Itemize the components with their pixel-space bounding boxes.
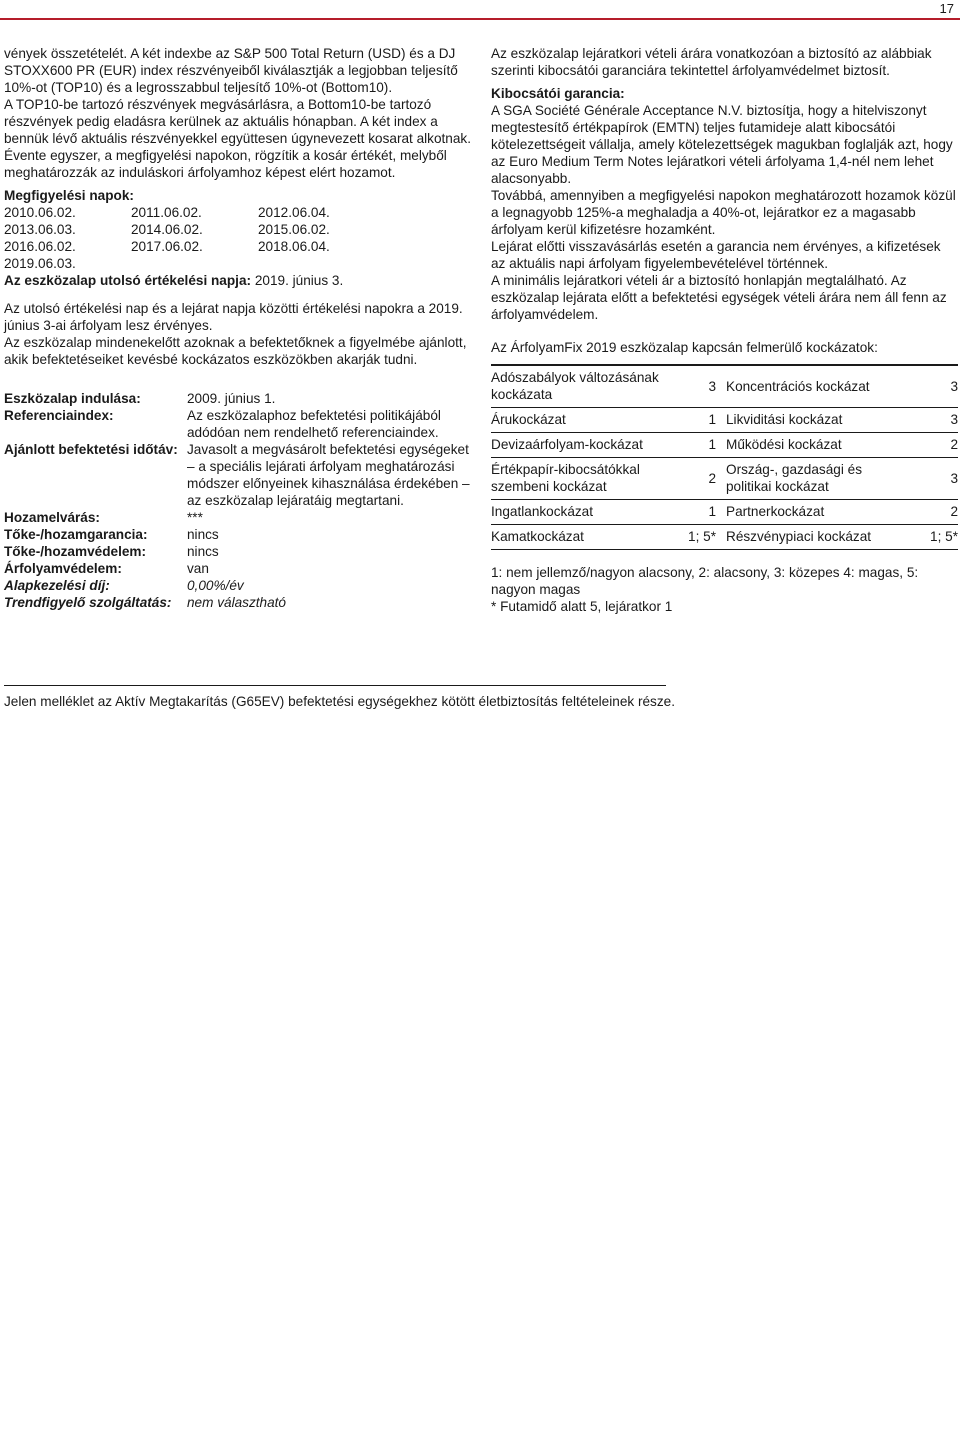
fact-label: Referenciaindex: bbox=[4, 408, 114, 423]
observation-date: 2017.06.02. bbox=[131, 239, 203, 254]
guarantee-paragraph: A minimális lejáratkori vételi ár a biztosító honlapján megtalálható. Az eszközalap lejárata előtt a befektetési egységek vételi árára nem áll fenn az árfolyamvédelem. bbox=[491, 273, 947, 322]
observation-heading: Megfigyelési napok: bbox=[4, 188, 134, 203]
risk-name: Partnerkockázat bbox=[726, 500, 911, 525]
fact-value: nincs bbox=[187, 544, 219, 559]
risk-name: Likviditási kockázat bbox=[726, 408, 911, 433]
risk-score: 2 bbox=[676, 458, 726, 500]
fact-label: Eszközalap indulása: bbox=[4, 391, 141, 406]
risk-name: Értékpapír-kibocsátókkal szembeni kockázat bbox=[491, 458, 676, 500]
table-row bbox=[491, 408, 958, 433]
fact-value: 2009. június 1. bbox=[187, 391, 276, 406]
protection-intro: Az eszközalap lejáratkori vételi árára vonatkozóan a biztosító az alábbiak szerinti kibocsátói garanciára tekintettel árfolyamvédelmet biztosít. bbox=[491, 46, 932, 78]
risk-score: 3 bbox=[676, 365, 726, 408]
fact-value: nincs bbox=[187, 527, 219, 542]
risk-name: Részvénypiaci kockázat bbox=[726, 525, 911, 550]
observation-date: 2010.06.02. bbox=[4, 205, 76, 220]
fact-value: nem választható bbox=[187, 595, 286, 610]
risk-name: Kamatkockázat bbox=[491, 525, 676, 550]
table-row bbox=[491, 365, 958, 408]
observation-date: 2015.06.02. bbox=[258, 222, 330, 237]
observation-dates bbox=[4, 204, 474, 272]
risk-score: 1 bbox=[676, 433, 726, 458]
observation-date: 2018.06.04. bbox=[258, 239, 330, 254]
risk-score: 3 bbox=[911, 365, 958, 408]
guarantee-heading: Kibocsátói garancia: bbox=[491, 86, 625, 101]
footer-note: Jelen melléklet az Aktív Megtakarítás (G65EV) befektetési egységekhez kötött életbiztosítás feltételeinek része. bbox=[4, 694, 675, 709]
observation-date: 2011.06.02. bbox=[131, 205, 202, 220]
table-row bbox=[491, 500, 958, 525]
header-divider bbox=[0, 18, 960, 20]
observation-date: 2012.06.04. bbox=[258, 205, 330, 220]
fact-value: Javasolt a megvásárolt befektetési egységeket – a speciális lejárati árfolyam meghatározási módszer előnyeinek kihasználása érdekében – az eszközalap lejáratáig megtartani. bbox=[187, 442, 470, 508]
page-number: 17 bbox=[939, 1, 954, 16]
recommendation-paragraph: Az eszközalap mindenekelőtt azoknak a befektetőknek a figyelmébe ajánlott, akik befektetéseiket kevésbé kockázatos eszközökben akarják tudni. bbox=[4, 335, 467, 367]
left-column bbox=[4, 45, 474, 611]
intro-paragraph-2: A TOP10-be tartozó részvények megvásárlásra, a Bottom10-be tartozó részvények pedig eladásra kerülnek az aktuális hónapban. A két index a bennük lévő aktuális részvényekkel együttesen úgynevezett kosarat alkotnak. Évente egyszer, a megfigyelési napokon, rögzítik a kosár értékét, melyből meghatározzák az induláskori árfolyamhoz képest elért hozamot. bbox=[4, 97, 471, 180]
fact-value: 0,00%/év bbox=[187, 578, 244, 593]
risk-name: Ország-, gazdasági és politikai kockázat bbox=[726, 458, 911, 500]
table-row bbox=[491, 433, 958, 458]
risk-footnote: * Futamidő alatt 5, lejáratkor 1 bbox=[491, 599, 673, 614]
fund-facts bbox=[4, 390, 474, 611]
guarantee-paragraph: Továbbá, amennyiben a megfigyelési napokon meghatározott hozamok közül a legnagyobb 125%-a meghaladja a 40%-ot, lejáratkor ez a magasabb árfolyam kerül kifizetésre hozamként. bbox=[491, 188, 956, 237]
risk-score: 2 bbox=[911, 500, 958, 525]
risk-name: Adószabályok változásának kockázata bbox=[491, 365, 676, 408]
risk-score: 3 bbox=[911, 458, 958, 500]
fact-value: van bbox=[187, 561, 209, 576]
table-row bbox=[491, 458, 958, 500]
observation-date: 2014.06.02. bbox=[131, 222, 203, 237]
intro-paragraph-1: vények összetételét. A két indexbe az S&P 500 Total Return (USD) és a DJ STOXX600 PR (EUR) index részvényeiből kiválasztják a legjobban teljesítő 10%-ot (TOP10) és a legrosszabbul teljesítő 10%-ot (Bottom10). bbox=[4, 46, 458, 95]
last-day-paragraph: Az utolsó értékelési nap és a lejárat napja közötti értékelési napokra a 2019. június 3-ai árfolyam lesz érvényes. bbox=[4, 301, 463, 333]
last-evaluation-day bbox=[4, 272, 474, 289]
risk-name: Működési kockázat bbox=[726, 433, 911, 458]
risk-score: 1; 5* bbox=[676, 525, 726, 550]
right-column bbox=[491, 45, 958, 615]
fact-label: Tőke-/hozamvédelem: bbox=[4, 544, 147, 559]
footer-divider bbox=[4, 685, 666, 686]
risk-score: 1; 5* bbox=[911, 525, 958, 550]
risk-score: 1 bbox=[676, 500, 726, 525]
risk-intro: Az ÁrfolyamFix 2019 eszközalap kapcsán felmerülő kockázatok: bbox=[491, 340, 878, 355]
risk-score: 1 bbox=[676, 408, 726, 433]
observation-date: 2016.06.02. bbox=[4, 239, 76, 254]
guarantee-paragraph: Lejárat előtti visszavásárlás esetén a garancia nem érvényes, a kifizetések az aktuális napi árfolyam figyelembevételével történnek. bbox=[491, 239, 941, 271]
table-row bbox=[491, 525, 958, 550]
risk-table bbox=[491, 364, 958, 550]
fact-label: Árfolyamvédelem: bbox=[4, 561, 122, 576]
risk-name: Devizaárfolyam-kockázat bbox=[491, 433, 676, 458]
guarantee-paragraph: A SGA Société Générale Acceptance N.V. biztosítja, hogy a hitelviszonyt megtestesítő értékpapírok (EMTN) teljes futamideje alatt kibocsátói kötelezettségeit vállalja, amely kötelezettségek magukban foglalják azt, hogy az Euro Medium Term Notes lejáratkori vételi árfolyama 1,4-nél nem lehet alacsonyabb. bbox=[491, 103, 953, 186]
risk-name: Ingatlankockázat bbox=[491, 500, 676, 525]
fact-label: Alapkezelési díj: bbox=[4, 578, 110, 593]
fact-value: Az eszközalaphoz befektetési politikájából adódóan nem rendelhető referenciaindex. bbox=[187, 408, 441, 440]
last-evaluation-label: Az eszközalap utolsó értékelési napja: bbox=[4, 273, 252, 288]
risk-legend: 1: nem jellemző/nagyon alacsony, 2: alacsony, 3: közepes 4: magas, 5: nagyon magas bbox=[491, 565, 919, 597]
observation-date: 2013.06.03. bbox=[4, 222, 76, 237]
fact-label: Ajánlott befektetési időtáv: bbox=[4, 442, 178, 457]
fact-value: *** bbox=[187, 510, 203, 525]
risk-score: 2 bbox=[911, 433, 958, 458]
fact-label: Hozamelvárás: bbox=[4, 510, 100, 525]
risk-score: 3 bbox=[911, 408, 958, 433]
risk-name: Koncentrációs kockázat bbox=[726, 365, 911, 408]
fact-label: Trendfigyelő szolgáltatás: bbox=[4, 595, 172, 610]
fact-label: Tőke-/hozamgarancia: bbox=[4, 527, 148, 542]
observation-date: 2019.06.03. bbox=[4, 256, 76, 271]
last-evaluation-value: 2019. június 3. bbox=[254, 273, 344, 288]
risk-name: Árukockázat bbox=[491, 408, 676, 433]
